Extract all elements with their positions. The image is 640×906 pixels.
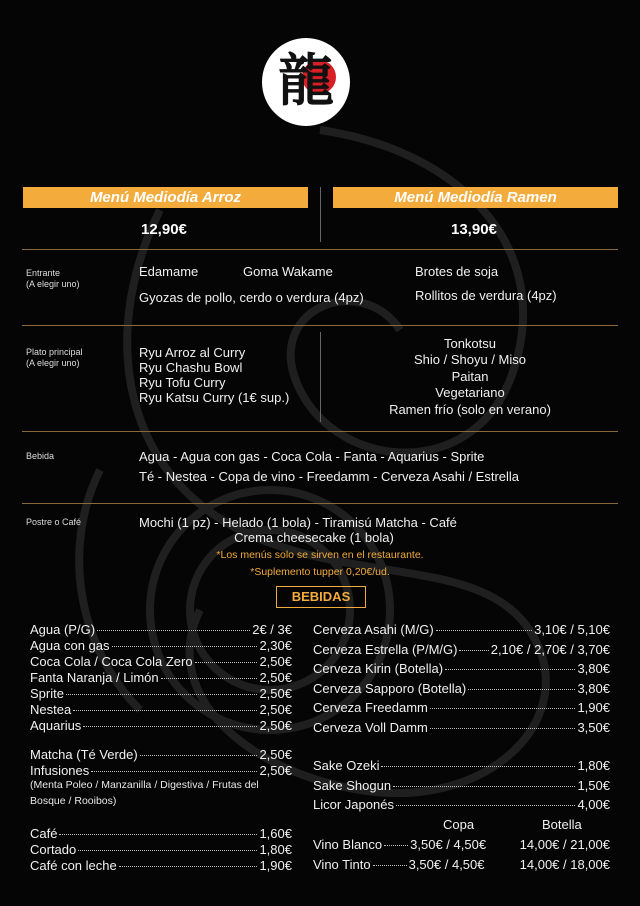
drink-price: 2,50€ — [259, 747, 292, 762]
drink-price: 1,60€ — [259, 826, 292, 841]
drink-row — [313, 778, 610, 794]
rice-menu-title: Menú Mediodía Arroz — [23, 187, 308, 208]
drink-price: 1,90€ — [259, 858, 292, 873]
dot-leader — [373, 865, 407, 866]
drink-row — [30, 718, 292, 734]
postre-line: Mochi (1 pz) - Helado (1 bola) - Tiramisú Matcha - Café — [139, 515, 457, 530]
entrante-item: Rollitos de verdura (4pz) — [415, 288, 557, 303]
entrante-sublabel: (A elegir uno) — [26, 279, 80, 289]
bebidas-title: BEBIDAS — [276, 586, 366, 608]
drink-row — [30, 858, 292, 874]
wine-header-copa: Copa — [443, 817, 475, 832]
dot-leader — [468, 689, 575, 690]
drink-price: 1,90€ — [577, 700, 610, 716]
drink-name: Cerveza Sapporo (Botella) — [313, 680, 467, 696]
drink-row — [30, 670, 292, 686]
dot-leader — [91, 771, 257, 772]
dot-leader — [195, 662, 258, 663]
drink-name: Matcha (Té Verde) — [30, 747, 138, 762]
dot-leader — [445, 669, 575, 670]
bebida-label: Bebida — [26, 451, 55, 461]
drink-price: 3,10€ / 5,10€ — [534, 622, 610, 637]
divider — [22, 503, 618, 504]
drink-price: 2,50€ — [259, 670, 292, 685]
drink-row — [30, 702, 292, 718]
infusion-note: (Menta Poleo / Manzanilla / Digestiva / Frutas del — [30, 779, 259, 791]
postre-label: Postre o Café — [26, 517, 82, 527]
principal-label: Plato principal — [26, 347, 83, 357]
ramen-menu-price: 13,90€ — [451, 221, 497, 238]
drink-name: Sake Shogun — [313, 777, 392, 793]
drink-row — [313, 661, 610, 677]
dot-leader — [112, 646, 258, 647]
dot-leader — [97, 630, 250, 631]
wine-copa-price: 3,50€ / 4,50€ — [410, 837, 487, 852]
principal-ramen-item: Vegetariano — [435, 385, 505, 400]
principal-rice-item: Ryu Katsu Curry (1€ sup.) — [139, 390, 290, 405]
drink-row — [30, 686, 292, 702]
entrante-item: Goma Wakame — [243, 264, 333, 279]
drink-row — [313, 720, 610, 736]
drink-name: Licor Japonés — [313, 797, 394, 813]
dot-leader — [459, 650, 488, 651]
drink-name: Agua (P/G) — [30, 622, 96, 637]
drink-name: Coca Cola / Coca Cola Zero — [30, 654, 193, 669]
dot-leader — [161, 678, 258, 679]
divider — [22, 431, 618, 432]
entrante-label: Entrante — [26, 268, 61, 278]
drink-name: Cerveza Asahi (M/G) — [313, 622, 434, 637]
logo — [262, 38, 350, 126]
dot-leader — [430, 728, 576, 729]
drink-row — [313, 758, 610, 774]
drink-price: 2€ / 3€ — [252, 622, 292, 637]
drink-price: 3,50€ — [577, 720, 610, 735]
wine-copa-price: 3,50€ / 4,50€ — [408, 857, 485, 872]
drink-row — [30, 622, 292, 638]
divider — [22, 325, 618, 326]
drink-price: 2,50€ — [259, 718, 292, 733]
principal-ramen-item: Tonkotsu — [443, 336, 497, 351]
dot-leader — [66, 694, 257, 695]
dot-leader — [119, 866, 258, 867]
entrante-item: Brotes de soja — [415, 264, 499, 279]
drink-name: Cerveza Kirin (Botella) — [313, 661, 444, 677]
drink-row — [30, 826, 292, 842]
drink-price: 1,80€ — [259, 842, 292, 857]
wine-header-botella: Botella — [542, 817, 582, 832]
bebida-line: Té - Nestea - Copa de vino - Freedamm - Cerveza Asahi / Estrella — [139, 469, 520, 484]
principal-ramen-item: Shio / Shoyu / Miso — [414, 352, 526, 367]
postre-line: Crema cheesecake (1 bola) — [234, 530, 394, 545]
wine-bottle-price: 14,00€ / 18,00€ — [519, 857, 610, 872]
drink-price: 2,50€ — [259, 702, 292, 717]
drink-name: Cerveza Freedamm — [313, 700, 428, 716]
drink-name: Café con leche — [30, 858, 117, 873]
dot-leader — [381, 766, 575, 767]
rice-menu-price: 12,90€ — [141, 221, 187, 238]
menu-note: *Suplemento tupper 0,20€/ud. — [250, 566, 390, 578]
drink-row — [313, 797, 610, 813]
drink-name: Cerveza Voll Damm — [313, 720, 428, 735]
principal-rice-item: Ryu Tofu Curry — [139, 375, 226, 390]
drink-name: Nestea — [30, 702, 72, 717]
drink-price: 2,10€ / 2,70€ / 3,70€ — [490, 641, 610, 657]
drink-name: Café — [30, 826, 58, 841]
wine-bottle-price: 14,00€ / 21,00€ — [519, 837, 610, 852]
header-divider — [320, 187, 321, 242]
principal-rice-item: Ryu Arroz al Curry — [139, 345, 246, 360]
drink-row — [30, 747, 292, 763]
dot-leader — [384, 845, 408, 846]
ramen-menu-title: Menú Mediodía Ramen — [333, 187, 618, 208]
dot-leader — [396, 805, 576, 806]
drink-price: 3,80€ — [577, 680, 610, 696]
drink-price: 1,80€ — [577, 758, 610, 773]
infusion-note: Bosque / Rooibos) — [30, 795, 117, 807]
drink-row — [313, 681, 610, 697]
wine-row — [313, 837, 610, 853]
principal-ramen-item: Ramen frío (solo en verano) — [389, 402, 551, 417]
principal-divider — [320, 332, 321, 422]
drink-name: Agua con gas — [30, 638, 110, 653]
menu-note: *Los menús solo se sirven en el restaurante. — [216, 549, 424, 561]
drink-row — [30, 638, 292, 654]
dot-leader — [393, 786, 575, 787]
drink-name: Sake Ozeki — [313, 758, 380, 773]
dot-leader — [430, 708, 576, 709]
logo-glyph: 龍 — [278, 48, 334, 114]
dot-leader — [83, 726, 257, 727]
drink-price: 2,30€ — [259, 638, 292, 653]
principal-sublabel: (A elegir uno) — [26, 358, 80, 368]
principal-rice-item: Ryu Chashu Bowl — [139, 360, 243, 375]
dot-leader — [59, 834, 257, 835]
drink-row — [30, 654, 292, 670]
drink-name: Infusiones — [30, 763, 90, 778]
drink-row — [30, 842, 292, 858]
drink-row — [313, 642, 610, 658]
dot-leader — [73, 710, 257, 711]
dot-leader — [140, 755, 258, 756]
principal-ramen-item: Paitan — [451, 369, 489, 384]
drink-name: Cerveza Estrella (P/M/G) — [313, 641, 458, 657]
entrante-item: Gyozas de pollo, cerdo o verdura (4pz) — [139, 290, 364, 305]
dot-leader — [436, 630, 532, 631]
drink-row — [313, 622, 610, 638]
entrante-item: Edamame — [139, 264, 199, 279]
drink-name: Aquarius — [30, 718, 82, 733]
wine-name: Vino Blanco — [313, 837, 383, 852]
drink-price: 3,80€ — [577, 661, 610, 677]
drink-price: 2,50€ — [259, 763, 292, 778]
divider — [22, 249, 618, 250]
drink-name: Cortado — [30, 842, 77, 857]
drink-row — [313, 700, 610, 716]
wine-name: Vino Tinto — [313, 857, 371, 872]
drink-price: 2,50€ — [259, 686, 292, 701]
drink-price: 2,50€ — [259, 654, 292, 669]
drink-price: 4,00€ — [577, 797, 610, 813]
bebida-line: Agua - Agua con gas - Coca Cola - Fanta - Aquarius - Sprite — [139, 449, 485, 464]
wine-row — [313, 857, 610, 873]
drink-name: Sprite — [30, 686, 64, 701]
drink-name: Fanta Naranja / Limón — [30, 670, 159, 685]
dot-leader — [78, 850, 257, 851]
drink-price: 1,50€ — [577, 777, 610, 793]
